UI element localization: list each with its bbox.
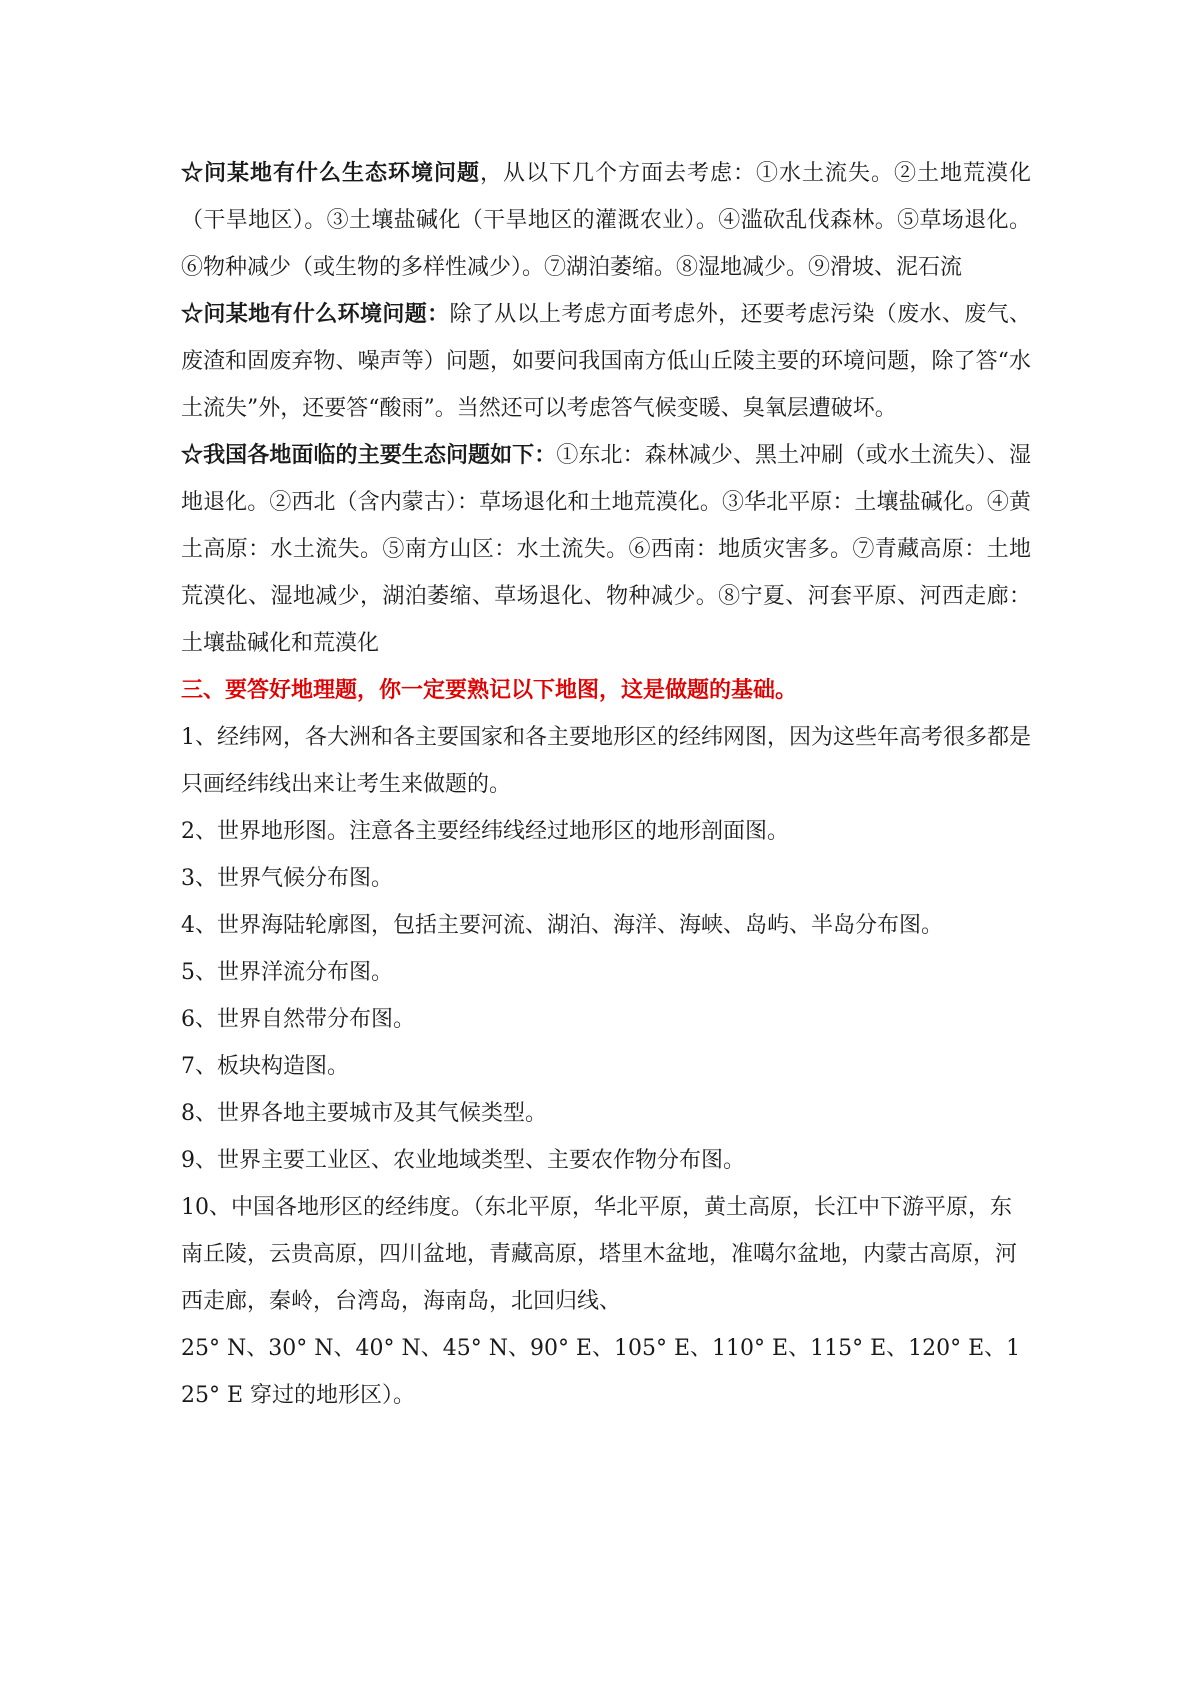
paragraph-text: ，从以下几个方面去考虑：①水土流失。②土地荒漠化（干旱地区）。③土壤盐碱化（干旱地区的灌溉农业）。④滥砍乱伐森林。⑤草场退化。⑥物种减少（或生物的多样性减少）。⑦湖泊萎缩。⑧湿地减少。⑨滑坡、泥石流 — [181, 161, 1031, 280]
list-item: 10、中国各地形区的经纬度。（东北平原，华北平原，黄土高原，长江中下游平原，东南丘陵，云贵高原，四川盆地，青藏高原，塔里木盆地，准噶尔盆地，内蒙古高原，河西走廊，秦岭，台湾岛，海南岛，北回归线、 — [181, 1195, 1018, 1314]
list-item: 2、世界地形图。注意各主要经纬线经过地形区的地形剖面图。 — [181, 819, 789, 844]
paragraph-env-problems — [181, 291, 1031, 432]
list-item: 5、世界洋流分布图。 — [181, 960, 393, 985]
paragraph-text: ①东北：森林减少、黑土冲刷（或水土流失）、湿地退化。②西北（含内蒙古）：草场退化和土地荒漠化。③华北平原：土壤盐碱化。④黄土高原：水土流失。⑤南方山区：水土流失。⑥西南：地质灾害多。⑦青藏高原：土地荒漠化、湿地减少，湖泊萎缩、草场退化、物种减少。⑧宁夏、河套平原、河西走廊：土壤盐碱化和荒漠化 — [181, 443, 1031, 656]
paragraph-eco-problems — [181, 150, 1031, 291]
list-item: 3、世界气候分布图。 — [181, 866, 393, 891]
list-item: 8、世界各地主要城市及其气候类型。 — [181, 1101, 547, 1126]
document-content — [181, 150, 1031, 1419]
list-item: 25° N、30° N、40° N、45° N、90° E、105° E、110° E、115° E、120° E、125° E 穿过的地形区）。 — [181, 1336, 1021, 1408]
list-item: 7、板块构造图。 — [181, 1054, 349, 1079]
paragraph-lead: ☆问某地有什么生态环境问题 — [181, 160, 480, 186]
list-item: 6、世界自然带分布图。 — [181, 1007, 415, 1032]
list-item: 4、世界海陆轮廓图，包括主要河流、湖泊、海洋、海峡、岛屿、半岛分布图。 — [181, 913, 943, 938]
list-item: 1、经纬网，各大洲和各主要国家和各主要地形区的经纬网图，因为这些年高考很多都是只画经纬线出来让考生来做题的。 — [181, 725, 1031, 797]
paragraph-lead: ☆问某地有什么环境问题： — [181, 301, 450, 327]
section-heading: 三、要答好地理题，你一定要熟记以下地图，这是做题的基础。 — [181, 677, 798, 703]
list-item: 9、世界主要工业区、农业地域类型、主要农作物分布图。 — [181, 1148, 745, 1173]
paragraph-regional-problems — [181, 432, 1031, 667]
paragraph-lead: ☆我国各地面临的主要生态问题如下： — [181, 442, 557, 468]
paragraph-text: 除了从以上考虑方面考虑外，还要考虑污染（废水、废气、废渣和固废弃物、噪声等）问题，如要问我国南方低山丘陵主要的环境问题，除了答“水土流失”外，还要答“酸雨”。当然还可以考虑答气候变暖、臭氧层遭破坏。 — [181, 302, 1031, 421]
